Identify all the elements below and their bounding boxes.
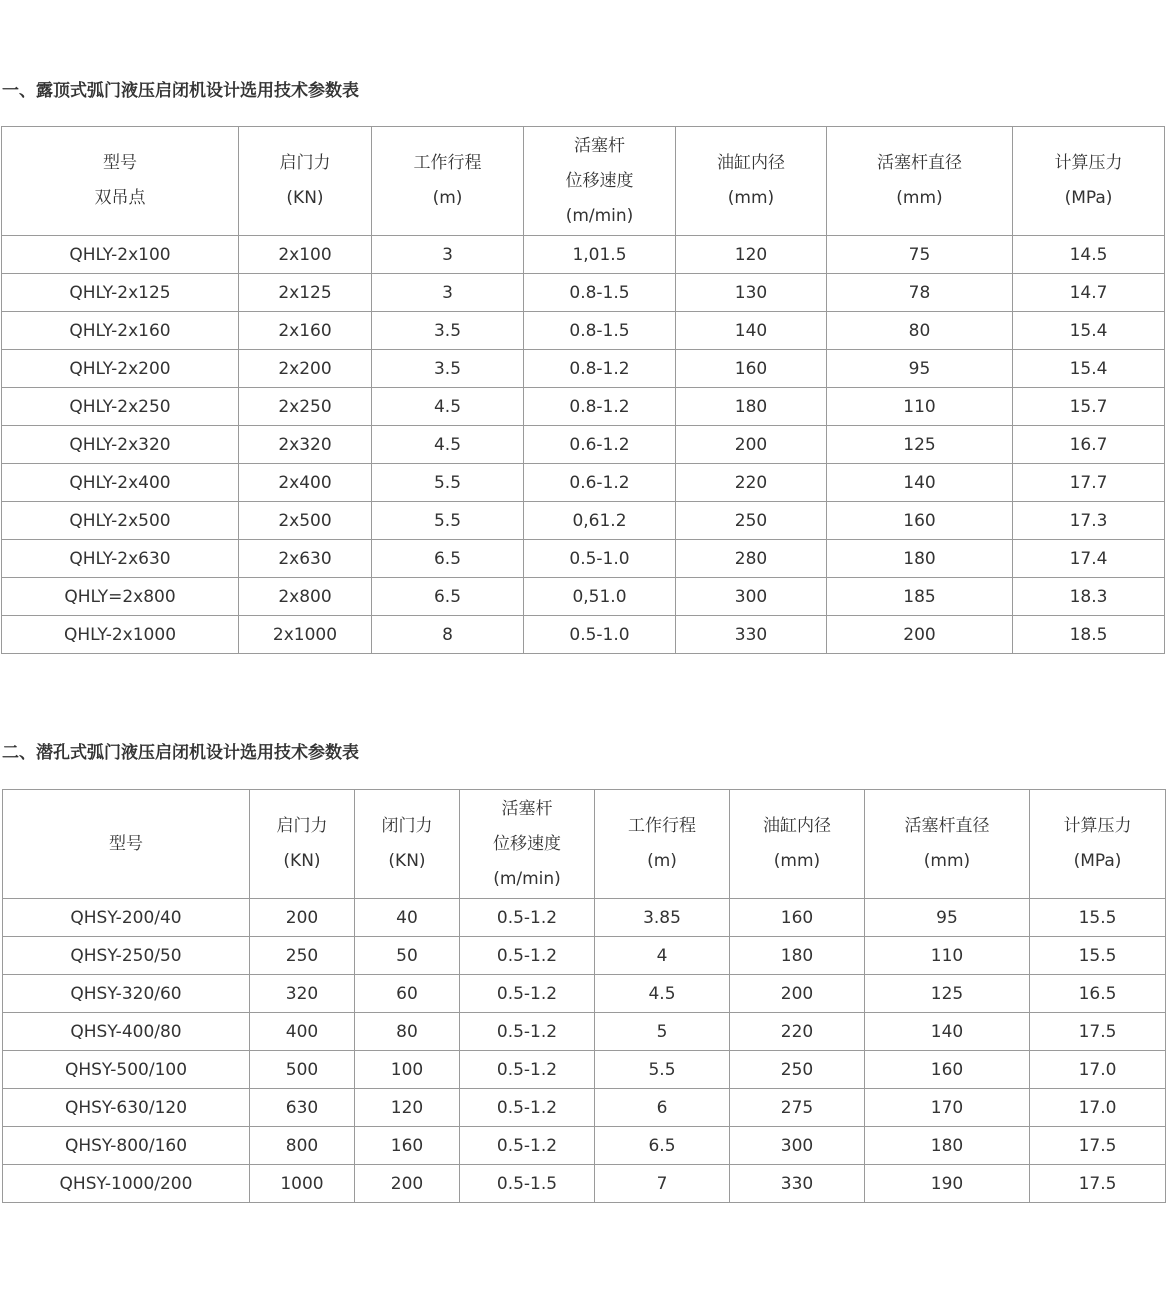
header-cell-text: 位移速度 [493,833,561,854]
table-cell: QHLY-2x250 [2,388,239,426]
table-row [3,937,1166,975]
table-cell: QHSY-200/40 [3,899,250,937]
table-cell: 120 [676,236,827,274]
header-cell [372,127,524,236]
table-cell: 0.8-1.2 [524,388,676,426]
table-row [2,616,1165,654]
header-cell-text: 计算压力 [1054,153,1123,173]
table-cell: 160 [676,350,827,388]
header-cell-text: 工作行程 [413,153,482,173]
table-cell: 2x800 [239,578,372,616]
table-cell: 0,51.0 [524,578,676,616]
table-cell: 0.6-1.2 [524,426,676,464]
table-cell: QHLY-2x125 [2,274,239,312]
table-cell: QHLY-2x1000 [2,616,239,654]
table-cell: 400 [250,1013,355,1051]
table-cell: 220 [676,464,827,502]
header-cell-text: (MPa) [1073,851,1122,871]
table-cell: 15.4 [1013,312,1165,350]
header-cell-text: 启门力 [279,153,331,173]
header-cell-text: 活塞杆直径 [904,816,990,836]
table-cell: 0.8-1.2 [524,350,676,388]
table-row [2,350,1165,388]
table-row [2,312,1165,350]
header-cell-text: 型号 [103,153,137,173]
table-cell: 15.4 [1013,350,1165,388]
table-cell: 0.5-1.2 [460,1051,595,1089]
table-cell: QHSY-500/100 [3,1051,250,1089]
table-cell: 5.5 [372,502,524,540]
table-cell: 75 [827,236,1013,274]
table-cell: 78 [827,274,1013,312]
table-cell: 160 [730,899,865,937]
table-row [3,1165,1166,1203]
table-row [3,1051,1166,1089]
table-cell: 500 [250,1051,355,1089]
arc-gate-open-top-spec-table [1,126,1165,654]
table-cell: 330 [676,616,827,654]
table-cell: 80 [355,1013,460,1051]
section-1-title: 一、露顶式弧门液压启闭机设计选用技术参数表 [2,81,359,101]
table-cell: 6 [595,1089,730,1127]
header-cell [239,127,372,236]
table-cell: 630 [250,1089,355,1127]
table-cell: 17.0 [1030,1051,1166,1089]
header-cell-text: 型号 [109,833,143,854]
header-row [3,790,1166,899]
header-cell-text: 油缸内径 [763,816,831,836]
header-cell-text: 闭门力 [381,816,433,836]
table-cell: 7 [595,1165,730,1203]
table-cell: 17.7 [1013,464,1165,502]
table-cell: QHLY-2x500 [2,502,239,540]
table-cell: 14.7 [1013,274,1165,312]
table-cell: 200 [250,899,355,937]
table-cell: 17.5 [1030,1013,1166,1051]
table-row [2,578,1165,616]
arc-gate-submerged-spec-table [2,789,1166,1203]
table-cell: 3.5 [372,350,524,388]
table-cell: 0.8-1.5 [524,312,676,350]
table-cell: 1,01.5 [524,236,676,274]
table-row [3,975,1166,1013]
header-cell-text: 位移速度 [565,170,634,191]
table-cell: 100 [355,1051,460,1089]
table-cell: 17.5 [1030,1165,1166,1203]
table-cell: 50 [355,937,460,975]
header-cell [524,127,676,236]
table-cell: 800 [250,1127,355,1165]
table-cell: 4.5 [372,426,524,464]
table-cell: 0.5-1.2 [460,1013,595,1051]
table-cell: 95 [865,899,1030,937]
table-row [2,464,1165,502]
table-cell: 170 [865,1089,1030,1127]
table-row [3,899,1166,937]
table-cell: 0.5-1.2 [460,937,595,975]
header-cell-text: (mm) [923,851,971,871]
table-cell: 200 [676,426,827,464]
header-cell-text: 计算压力 [1063,816,1132,836]
table-cell: 300 [676,578,827,616]
table-cell: 1000 [250,1165,355,1203]
table-cell: 280 [676,540,827,578]
table-cell: 5.5 [595,1051,730,1089]
header-cell-text: (m) [647,851,677,871]
table-cell: QHSY-630/120 [3,1089,250,1127]
table-row [2,388,1165,426]
table-row [3,1013,1166,1051]
table-cell: 140 [676,312,827,350]
table-cell: 2x1000 [239,616,372,654]
table-cell: 180 [676,388,827,426]
header-cell-text: (KN) [388,851,426,871]
table-row [2,540,1165,578]
header-cell-text: 工作行程 [628,816,696,836]
table-cell: 3.85 [595,899,730,937]
table-cell: 4.5 [595,975,730,1013]
table-cell: 180 [827,540,1013,578]
table-cell: 60 [355,975,460,1013]
table-cell: 15.5 [1030,899,1166,937]
table-cell: 2x400 [239,464,372,502]
table-cell: 110 [865,937,1030,975]
table-cell: 3 [372,236,524,274]
header-cell-text: (KN) [286,188,324,208]
table-cell: 320 [250,975,355,1013]
header-cell [865,790,1030,899]
table-cell: 2x160 [239,312,372,350]
table-cell: QHLY=2x800 [2,578,239,616]
table-cell: 15.5 [1030,937,1166,975]
table-cell: 2x125 [239,274,372,312]
table-cell: 250 [250,937,355,975]
table-cell: 0.5-1.2 [460,975,595,1013]
table-cell: QHSY-800/160 [3,1127,250,1165]
table-cell: 190 [865,1165,1030,1203]
table-cell: 200 [730,975,865,1013]
table-cell: QHLY-2x160 [2,312,239,350]
table-cell: 0.5-1.0 [524,616,676,654]
table-row [3,1127,1166,1165]
table-cell: 250 [676,502,827,540]
header-cell [250,790,355,899]
table-cell: 0.5-1.2 [460,1127,595,1165]
table-cell: 4 [595,937,730,975]
header-cell-text: (mm) [896,188,943,208]
table-cell: 0,61.2 [524,502,676,540]
table-cell: 17.0 [1030,1089,1166,1127]
header-cell-text: (m/min) [565,205,634,226]
table-cell: 5 [595,1013,730,1051]
header-cell [595,790,730,899]
table-row [2,426,1165,464]
table-cell: 16.7 [1013,426,1165,464]
header-cell [2,127,239,236]
table-cell: 140 [827,464,1013,502]
table-cell: QHLY-2x400 [2,464,239,502]
header-cell-text: (mm) [727,188,775,208]
header-cell [1013,127,1165,236]
table-cell: 130 [676,274,827,312]
header-cell-text: 活塞杆直径 [877,153,962,173]
header-cell-text: (m/min) [493,868,561,889]
header-cell-text: 油缸内径 [717,153,785,173]
header-cell [676,127,827,236]
table-cell: 200 [827,616,1013,654]
table-cell: 3.5 [372,312,524,350]
table-cell: 125 [865,975,1030,1013]
table-cell: 110 [827,388,1013,426]
table-cell: 6.5 [372,578,524,616]
table-cell: 16.5 [1030,975,1166,1013]
table-cell: 180 [730,937,865,975]
table-cell: 80 [827,312,1013,350]
header-cell [3,790,250,899]
table-cell: 2x320 [239,426,372,464]
header-row [2,127,1165,236]
table-cell: 160 [355,1127,460,1165]
table-cell: 2x250 [239,388,372,426]
table-cell: 17.5 [1030,1127,1166,1165]
table-row [2,502,1165,540]
table-cell: 40 [355,899,460,937]
table-cell: 2x200 [239,350,372,388]
header-cell [827,127,1013,236]
table-row [2,274,1165,312]
table-cell: 160 [865,1051,1030,1089]
table-cell: 250 [730,1051,865,1089]
header-cell [355,790,460,899]
header-cell-text: 活塞杆 [501,798,553,819]
header-cell-text: (MPa) [1064,188,1113,208]
table-cell: QHSY-250/50 [3,937,250,975]
table-cell: 6.5 [595,1127,730,1165]
table-cell: 0.5-1.0 [524,540,676,578]
table-cell: 5.5 [372,464,524,502]
table-cell: 4.5 [372,388,524,426]
table-cell: QHLY-2x100 [2,236,239,274]
table-cell: QHSY-320/60 [3,975,250,1013]
table-cell: 180 [865,1127,1030,1165]
table-cell: 18.5 [1013,616,1165,654]
table-cell: QHSY-1000/200 [3,1165,250,1203]
table-cell: 120 [355,1089,460,1127]
table-cell: 220 [730,1013,865,1051]
table-cell: QHLY-2x630 [2,540,239,578]
table-cell: 15.7 [1013,388,1165,426]
header-cell-text: (mm) [773,851,821,871]
header-cell-text: (KN) [283,851,321,871]
section-2-title: 二、潜孔式弧门液压启闭机设计选用技术参数表 [2,743,359,763]
table-cell: 17.4 [1013,540,1165,578]
table-cell: 275 [730,1089,865,1127]
table-cell: 0.5-1.5 [460,1165,595,1203]
header-cell [730,790,865,899]
table-cell: 0.6-1.2 [524,464,676,502]
table-row [2,236,1165,274]
table-cell: 6.5 [372,540,524,578]
table-cell: 0.8-1.5 [524,274,676,312]
table-cell: 300 [730,1127,865,1165]
table-cell: 2x630 [239,540,372,578]
table-cell: 0.5-1.2 [460,1089,595,1127]
table-cell: 17.3 [1013,502,1165,540]
table-cell: 3 [372,274,524,312]
table-row [3,1089,1166,1127]
table-cell: 14.5 [1013,236,1165,274]
table-cell: QHLY-2x200 [2,350,239,388]
table-cell: QHLY-2x320 [2,426,239,464]
table-cell: 125 [827,426,1013,464]
table-cell: 2x100 [239,236,372,274]
table-cell: 140 [865,1013,1030,1051]
header-cell-text: 双吊点 [94,188,146,208]
table-cell: 185 [827,578,1013,616]
table-cell: 8 [372,616,524,654]
table-cell: 160 [827,502,1013,540]
header-cell-text: 启门力 [276,816,328,836]
table-cell: 330 [730,1165,865,1203]
header-cell [460,790,595,899]
table-cell: 95 [827,350,1013,388]
table-cell: 0.5-1.2 [460,899,595,937]
header-cell-text: (m) [432,188,463,208]
table-cell: QHSY-400/80 [3,1013,250,1051]
table-cell: 2x500 [239,502,372,540]
table-cell: 200 [355,1165,460,1203]
header-cell-text: 活塞杆 [574,135,625,156]
header-cell [1030,790,1166,899]
table-cell: 18.3 [1013,578,1165,616]
